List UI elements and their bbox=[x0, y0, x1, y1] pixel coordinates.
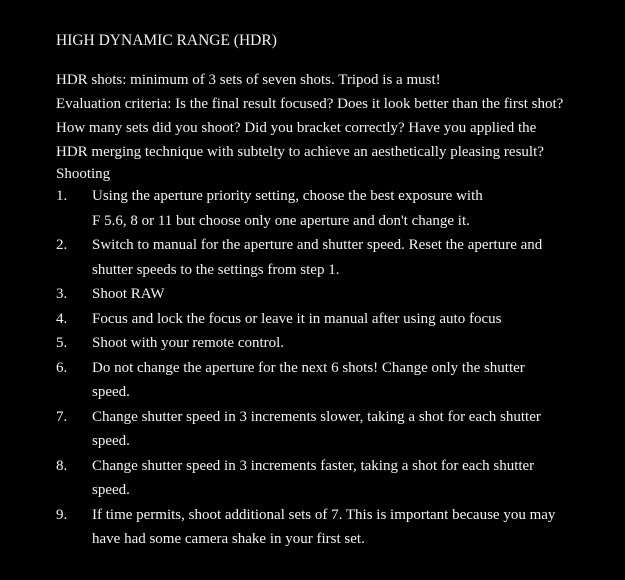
step-text: Change shutter speed in 3 increments slower, taking a shot for each shutter bbox=[92, 408, 541, 425]
step-text: have had some camera shake in your first set. bbox=[92, 531, 365, 547]
step-item bbox=[56, 233, 616, 282]
step-text: speed. bbox=[92, 482, 130, 498]
step-number: 1. bbox=[56, 188, 68, 204]
step-number: 5. bbox=[56, 335, 68, 351]
step-text: Change shutter speed in 3 increments faster, taking a shot for each shutter bbox=[92, 457, 535, 474]
step-number: 4. bbox=[56, 310, 68, 327]
step-text: Shoot RAW bbox=[92, 286, 165, 302]
step-item bbox=[56, 405, 616, 454]
intro-line: HDR merging technique with subtelty to achieve an aesthetically pleasing result? bbox=[56, 144, 544, 160]
step-item bbox=[56, 454, 616, 503]
step-number: 3. bbox=[56, 286, 68, 302]
step-text: Do not change the aperture for the next 6 shots! Change only the shutter bbox=[92, 359, 525, 376]
intro-line: How many sets did you shoot? Did you bracket correctly? Have you applied the bbox=[56, 120, 537, 136]
step-text: If time permits, shoot additional sets of 7. This is important because you may bbox=[92, 506, 556, 523]
step-item bbox=[56, 503, 616, 552]
step-item bbox=[56, 331, 616, 356]
step-text: Switch to manual for the aperture and shutter speed. Reset the aperture and bbox=[92, 237, 543, 253]
intro-paragraph bbox=[56, 68, 616, 164]
step-text: Focus and lock the focus or leave it in manual after using auto focus bbox=[92, 310, 502, 327]
step-text: speed. bbox=[92, 433, 130, 449]
step-text: speed. bbox=[92, 384, 130, 400]
intro-line: HDR shots: minimum of 3 sets of seven shots. Tripod is a must! bbox=[56, 72, 441, 88]
step-text: Shoot with your remote control. bbox=[92, 335, 285, 351]
step-item bbox=[56, 184, 616, 233]
document-title: HIGH DYNAMIC RANGE (HDR) bbox=[56, 32, 277, 49]
step-number: 9. bbox=[56, 506, 68, 523]
step-text: shutter speeds to the settings from step 1. bbox=[92, 261, 340, 278]
step-number: 6. bbox=[56, 359, 68, 376]
step-item bbox=[56, 356, 616, 405]
steps-list bbox=[56, 184, 616, 552]
step-item bbox=[56, 282, 616, 307]
step-number: 7. bbox=[56, 408, 68, 425]
step-item bbox=[56, 307, 616, 332]
step-number: 2. bbox=[56, 237, 68, 253]
document-page bbox=[56, 31, 616, 552]
step-number: 8. bbox=[56, 457, 68, 474]
step-text: Using the aperture priority setting, choose the best exposure with bbox=[92, 188, 483, 204]
intro-line: Evaluation criteria: Is the final result focused? Does it look better than the first shot? bbox=[56, 96, 564, 112]
step-text: F 5.6, 8 or 11 but choose only one aperture and don't change it. bbox=[92, 212, 470, 229]
section-heading: Shooting bbox=[56, 166, 111, 182]
